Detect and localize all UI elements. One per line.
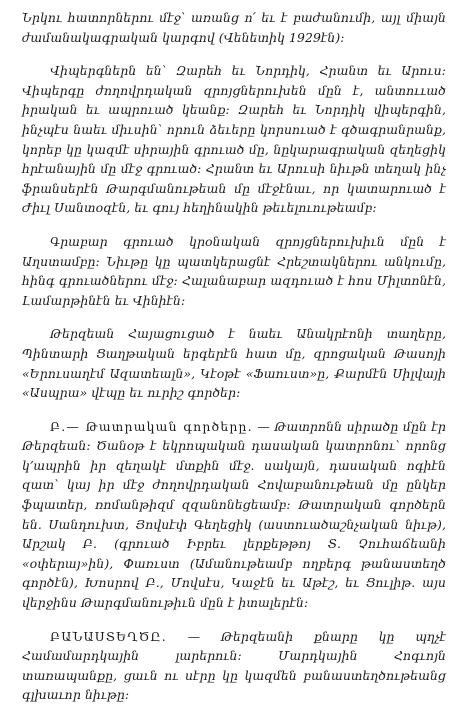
section-heading-poet: ԲԱՆԱՍՏԵՂԾԸ. xyxy=(50,628,167,644)
paragraph-3: Գրաբար գրուած կրօնական զրոյցներուխիւն մըն է Աղստամբը: Նիւթը կը պատկերացնէ Հրեշտակներու անկումը, հինգ գրուածներու մէջ: Հալանաբար ազդուած է հոս Միլտոնէն, Լամարթինէն եւ Վինիէն: xyxy=(22,233,446,308)
paragraph-4: Թերզեան Հայացուցած է նաեւ Անակրէոնի տաղերը, Պինտարի Ցաղթական երգերէն հատ մը, զրոցական Թասոյի «Երուսաղէմ Ազատեալն», Կէօթէ «Ֆաուստ»ը, Քարմէն Սիլվայի «Ասպրա» վէպը եւ ուրիշ գործեր: xyxy=(22,326,446,401)
paragraph-5 xyxy=(22,417,446,613)
paragraph-5-body: — Թատրոնն սիրածը մըն էր Թերզեան: Ծանօթ է եկրոպական դասական կատրոնու՝ որոնց կ՚ապրին իր զեղակէ մտքին մէջ. սակայն, դասական ոգիէն զատ՝ կայ իր մէջ ժողովրդական Հովաբանութեան մը ընկեր ֆպատեր, ռոմանթիզմ զզանոնեցեամբ: Թատրական գործերն են. Սանդուխտ, Յովսէփ Գեղեցիկ (աստուածաշնչական նիւթ), Արշակ Բ. (գրուած Իբրեւ լերքեթթոյ Տ. Չուհաճեանի «օփերայ»ին), Փառւստ (Ամանութեամբ ողբերգ թանաստեղծ գործէն), Խոսրով Բ., Մովսէս, Կաջէն եւ Աթէշ, եւ Ցուլիթ. այս վերջինս Թարգմանութիւն մըն է իտալերէն: xyxy=(22,418,446,611)
section-heading-theatre: Բ.— Թատրական գործերը. xyxy=(50,418,253,434)
paragraph-2: Վիպերգներն են՝ Զարեհ եւ Նորդիկ, Հրանտ եւ Արուս: Վիպերգը ժողովրդական զրոյցներուխեն մըն է, անտոււած իրական եւ ապրուած կեանք: Զարեհ եւ Նորդիկ վիպերգին, ինչպէս նաեւ միւսին՝ որուն ձեւերը կորսուած է գծագրանրանք, կորեբ կը կազմէ սիրային գրուած մը, նըկարագրական զեղեցիկ հրէանային մը մէջ գրուած: Հրանտ եւ Արուսի նիւթն տեղակ ինչ ֆրանսերէն Թարգմանութեան մը մէջէնաւ, որ կատարուած է Ժիւլ Սանտօզէն, եւ գույ հեղինակին թեւելուութեամբ: xyxy=(22,63,446,216)
paragraph-6-body: — Թերզեանի քնարը կը պղչէ Համամարդկային լարերուն: Մարդկային Հոգւոյն տառապանքը, ցաւն ու սէրը կը կազմեն բանաստեղծութեանց գլխաւոր նիւթը: xyxy=(22,628,446,703)
paragraph-1: Նրկու հատորներու մէջ՝ առանց ո՛ եւ է բաժանումի, այլ միայն ժամանակագրական կարգով (Վենետիկ 1929էն): xyxy=(22,10,446,45)
paragraph-6 xyxy=(22,627,446,705)
